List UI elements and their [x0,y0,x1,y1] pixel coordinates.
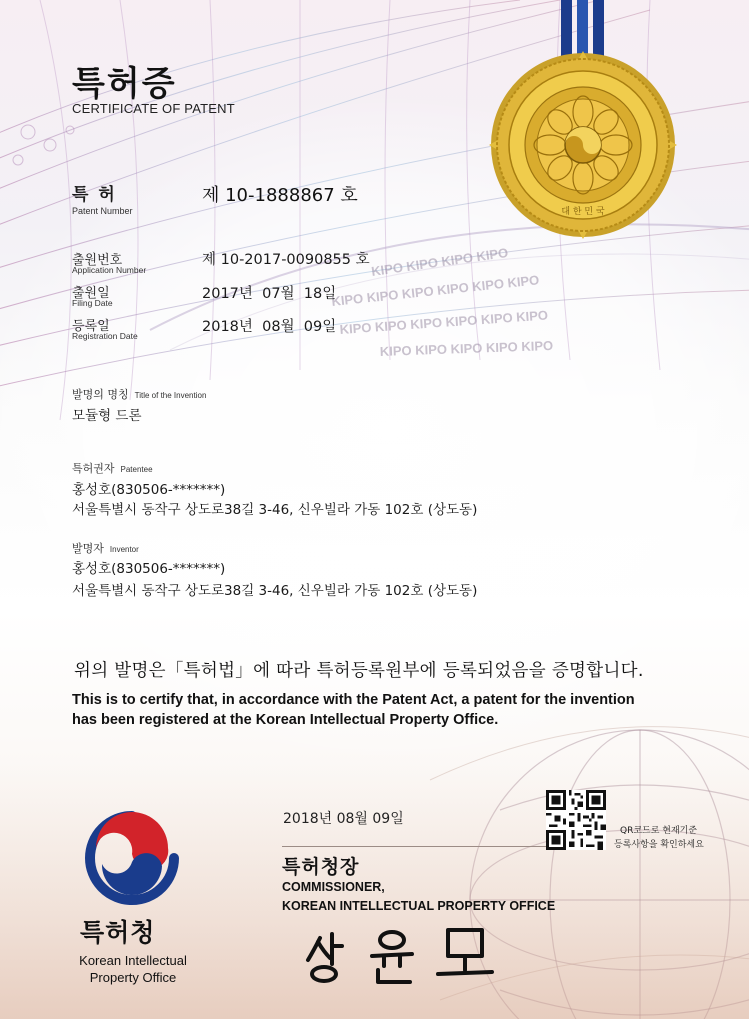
application-number-label-ko: 출원번호 [72,253,123,268]
taegeuk-emblem-icon [82,808,182,908]
certification-statement-en-line2: has been registered at the Korean Intellectual Property Office. [72,712,499,728]
invention-title-label-ko: 발명의 명칭 [72,388,129,401]
qr-code-icon[interactable] [546,790,606,850]
invention-title-label [72,386,206,402]
certificate-title-korean: 특허증 [72,64,177,104]
kipo-watermark-row: KIPO KIPO KIPO KIPO KIPO [379,337,554,359]
commissioner-title-en-line2: KOREAN INTELLECTUAL PROPERTY OFFICE [282,899,556,913]
divider [282,846,582,847]
kipo-watermark-row: KIPO KIPO KIPO KIPO KIPO KIPO [330,272,540,309]
inventor-label-en: Inventor [109,545,139,554]
registration-date-value: 2018년 08월 09일 [202,319,337,335]
patentee-name: 홍성호(830506-*******) [72,482,226,498]
patentee-label-en: Patentee [120,465,153,474]
patent-number-label-ko: 특 허 [72,185,117,205]
filing-date-label-en: Filing Date [72,298,113,308]
office-name-korean: 특허청 [80,918,156,947]
commissioner-title-ko: 특허청장 [282,856,360,878]
certification-statement-ko: 위의 발명은「특허법」에 따라 특허등록원부에 등록되었음을 증명합니다. [74,661,644,681]
registration-date-label-ko: 등록일 [72,319,110,334]
commissioner-signature [300,920,500,990]
patent-number-label-en: Patent Number [72,206,133,216]
application-number-value: 제 10-2017-0090855 호 [202,252,370,268]
commissioner-title-en-line1: COMMISSIONER, [282,880,385,894]
application-number-label-en: Application Number [72,265,147,275]
qr-note-line2: 등록사항을 확인하세요 [614,840,704,850]
inventor-label-ko: 발명자 [72,542,104,555]
patentee-label-ko: 특허권자 [72,462,115,475]
kipo-watermark-row: KIPO KIPO KIPO KIPO [370,244,510,279]
seal-inscription: 대 한 민 국 [561,207,605,217]
registration-date-label-en: Registration Date [72,331,138,341]
inventor-name: 홍성호(830506-*******) [72,561,226,577]
invention-title-label-en: Title of the Invention [134,391,207,400]
kipo-watermark-row: KIPO KIPO KIPO KIPO KIPO KIPO [339,307,549,337]
filing-date-label-ko: 출원일 [72,286,110,301]
filing-date-value: 2017년 07월 18일 [202,286,337,302]
inventor-label [72,540,139,556]
inventor-address: 서울특별시 동작구 상도로38길 3-46, 신우빌라 가동 102호 (상도동) [72,583,478,599]
gold-seal-icon [488,0,678,245]
certification-statement-en-line1: This is to certify that, in accordance with the Patent Act, a patent for the invention [72,692,635,708]
office-name-english-line2: Property Office [89,970,177,985]
patentee-address: 서울특별시 동작구 상도로38길 3-46, 신우빌라 가동 102호 (상도동) [72,502,478,518]
patent-number-value: 제 10-1888867 호 [202,185,358,206]
office-name-english-line1: Korean Intellectual [79,953,187,968]
qr-note-line1: QR코드로 현재기준 [620,826,698,836]
issue-date: 2018년 08월 09일 [283,811,404,827]
patentee-label [72,460,153,476]
certificate-title-english: CERTIFICATE OF PATENT [72,101,235,116]
invention-title-value: 모듈형 드론 [72,408,142,424]
